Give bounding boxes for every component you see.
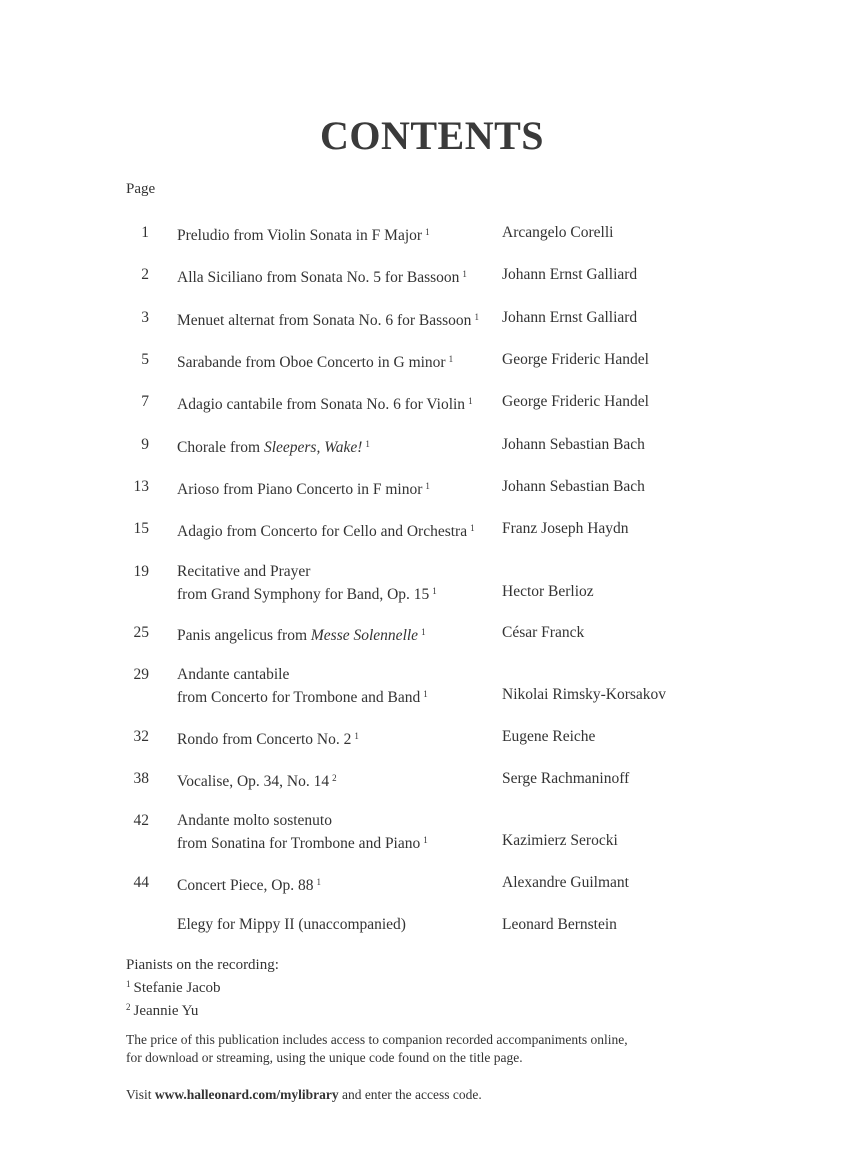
- library-link[interactable]: www.halleonard.com/mylibrary: [154, 1087, 339, 1102]
- page-number: 1: [141, 224, 149, 241]
- composer-name: Johann Ernst Galliard: [502, 266, 638, 283]
- piece-title-text: from Sonatina for Trombone and Piano: [177, 835, 421, 852]
- pianist-footnote-mark: 1: [425, 481, 430, 491]
- visit-prefix: Visit: [126, 1087, 155, 1102]
- piece-title-text: Rondo from Concerto No. 2: [177, 731, 352, 748]
- pianist-footnote-mark: 1: [448, 354, 454, 364]
- page-number: 5: [141, 351, 149, 368]
- page-number: 2: [141, 266, 149, 283]
- page-number: 32: [133, 728, 149, 745]
- notice-line: for download or streaming, using the unique code found on the title page.: [126, 1050, 523, 1065]
- composer-name: Johann Sebastian Bach: [502, 478, 645, 495]
- footnote-mark: 1: [126, 979, 131, 989]
- pianist-footnote-mark: 1: [365, 439, 370, 449]
- piece-title-text: Menuet alternat from Sonata No. 6 for Bassoon: [177, 312, 472, 329]
- piece-title-italic: Messe Solennelle: [310, 627, 419, 644]
- piece-title-text: Alla Siciliano from Sonata No. 5 for Bassoon: [177, 269, 460, 286]
- footnotes-heading: Pianists on the recording:: [126, 957, 279, 973]
- piece-title-text: Arioso from Piano Concerto in F minor: [177, 481, 423, 498]
- piece-title-text: Sarabande from Oboe Concerto in G minor: [177, 354, 446, 371]
- pianist-name: Stefanie Jacob: [133, 980, 221, 996]
- piece-title-prefix: Chorale from: [177, 439, 264, 456]
- piece-title-line: Recitative and Prayer: [177, 563, 311, 580]
- piece-title: [177, 915, 406, 934]
- page-number: 7: [141, 393, 149, 410]
- pianist-footnote-mark: 1: [423, 689, 428, 699]
- piece-title: [177, 582, 437, 604]
- composer-name: Eugene Reiche: [502, 728, 596, 745]
- piece-title: [177, 769, 337, 791]
- page-column-heading: Page: [126, 181, 156, 197]
- notice-line: The price of this publication includes access to companion recorded accompaniments online,: [126, 1032, 628, 1047]
- piece-title-italic: Sleepers, Wake!: [263, 439, 363, 456]
- page-number: 9: [141, 436, 149, 453]
- piece-title-text: Concert Piece, Op. 88: [177, 877, 314, 894]
- pianist-footnote-mark: 1: [423, 835, 428, 845]
- composer-name: Alexandre Guilmant: [502, 874, 629, 891]
- visit-line: [126, 1087, 482, 1103]
- piece-title: [177, 873, 321, 895]
- publication-notice: [126, 1031, 746, 1067]
- pianist-footnote-mark: 1: [421, 627, 426, 637]
- page-number: 19: [133, 563, 149, 580]
- piece-title-text: Adagio from Concerto for Cello and Orchestra: [177, 523, 468, 540]
- pianist-footnote-mark: 1: [474, 312, 479, 322]
- piece-title-prefix: Panis angelicus from: [177, 627, 311, 644]
- piece-title: [177, 831, 428, 853]
- piece-title: [177, 477, 430, 499]
- piece-title: [177, 685, 428, 707]
- pianist-footnote-mark: 1: [462, 269, 467, 279]
- pianist-footnote-mark: 1: [468, 396, 473, 406]
- piece-title: [177, 519, 475, 541]
- page-number: 13: [133, 478, 149, 495]
- piece-title: [177, 223, 430, 245]
- composer-name: César Franck: [502, 624, 585, 641]
- piece-title-text: Preludio from Violin Sonata in F Major: [177, 227, 423, 244]
- composer-name: Franz Joseph Haydn: [502, 520, 629, 537]
- piece-title: [177, 350, 453, 372]
- pianist-footnote-mark: 1: [432, 586, 437, 596]
- composer-name: Johann Ernst Galliard: [502, 309, 638, 326]
- page-number: 3: [141, 309, 149, 326]
- piece-title: [177, 265, 467, 287]
- pianist-footnote-mark: 1: [316, 877, 321, 887]
- composer-name: Johann Sebastian Bach: [502, 436, 645, 453]
- footnote-item: [126, 998, 279, 1021]
- composer-name: Serge Rachmaninoff: [502, 770, 630, 787]
- visit-suffix: and enter the access code.: [338, 1087, 482, 1102]
- page-title: CONTENTS: [319, 113, 545, 158]
- page-number: 29: [133, 666, 149, 683]
- piece-title: [177, 308, 479, 330]
- composer-name: Nikolai Rimsky-Korsakov: [502, 686, 667, 703]
- composer-name: George Frideric Handel: [502, 351, 649, 368]
- page-number: 25: [133, 624, 149, 641]
- piece-title-text: from Grand Symphony for Band, Op. 15: [177, 586, 430, 603]
- composer-name: George Frideric Handel: [502, 393, 649, 410]
- page-number: 42: [133, 812, 149, 829]
- piece-title-line: Andante cantabile: [177, 666, 290, 683]
- pianist-footnote-mark: 2: [332, 773, 337, 783]
- composer-name: Kazimierz Serocki: [502, 832, 618, 849]
- footnote-item: [126, 975, 279, 998]
- composer-name: Arcangelo Corelli: [502, 224, 614, 241]
- piece-title-text: Vocalise, Op. 34, No. 14: [177, 773, 330, 790]
- piece-title-line: Andante molto sostenuto: [177, 812, 332, 829]
- page-number: 44: [133, 874, 149, 891]
- pianist-footnote-mark: 1: [354, 731, 359, 741]
- page-number: 38: [133, 770, 149, 787]
- piece-title-text: Adagio cantabile from Sonata No. 6 for Violin: [177, 396, 466, 413]
- footnotes: [126, 956, 279, 1021]
- piece-title: [177, 623, 426, 645]
- page-number: 15: [133, 520, 149, 537]
- footnote-mark: 2: [126, 1002, 131, 1012]
- piece-title: [177, 435, 370, 457]
- pianist-name: Jeannie Yu: [133, 1003, 199, 1019]
- piece-title: [177, 727, 359, 749]
- piece-title-text: from Concerto for Trombone and Band: [177, 689, 421, 706]
- pianist-footnote-mark: 1: [470, 523, 475, 533]
- piece-title-text: Elegy for Mippy II (unaccompanied): [177, 916, 406, 933]
- piece-title: [177, 392, 473, 414]
- composer-name: Hector Berlioz: [502, 583, 594, 600]
- pianist-footnote-mark: 1: [425, 227, 430, 237]
- composer-name: Leonard Bernstein: [502, 916, 617, 933]
